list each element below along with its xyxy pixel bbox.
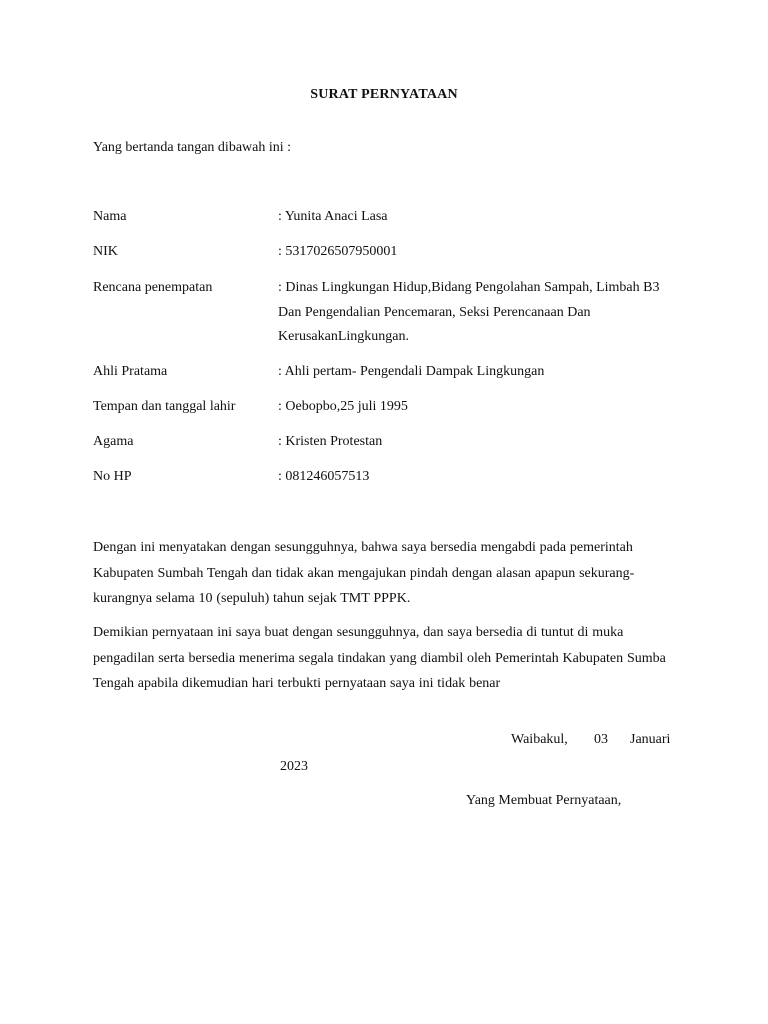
field-label-rencana-penempatan: Rencana penempatan [93, 280, 213, 295]
signer-label: Yang Membuat Pernyataan, [466, 793, 622, 808]
statement-paragraph-1: Dengan ini menyatakan dengan sesungguhnya, bahwa saya bersedia mengabdi pada pemerintah Kabupaten Sumbah Tengah dan tidak akan mengajukan pindah dengan alasan apapun sekurang-kurangnya selama 10 (sepuluh) tahun sejak TMT PPPK. [93, 540, 635, 606]
field-value-no-hp: : 081246057513 [278, 469, 370, 484]
field-label-agama: Agama [93, 434, 134, 449]
closing-month: Januari [630, 732, 671, 747]
field-label-nama: Nama [93, 209, 127, 224]
closing-place: Waibakul, [511, 732, 568, 747]
statement-paragraph-2: Demikian pernyataan ini saya buat dengan sesungguhnya, dan saya bersedia di tuntut di muka pengadilan serta bersedia menerima segala tindakan yang diambil oleh Pemerintah Kabupaten Sumba Tengah apabila dikemudian hari terbukti pernyataan saya ini tidak benar [93, 625, 666, 691]
document-title: SURAT PERNYATAAN [310, 87, 458, 102]
field-label-no-hp: No HP [93, 469, 132, 484]
field-value-agama: : Kristen Protestan [278, 434, 383, 449]
field-value-nik: : 5317026507950001 [278, 244, 398, 259]
field-label-ahli-pratama: Ahli Pratama [93, 364, 168, 379]
field-value-rencana-penempatan: : Dinas Lingkungan Hidup,Bidang Pengolahan Sampah, Limbah B3 Dan Pengendalian Pencemaran, Seksi Perencanaan Dan KerusakanLingkungan. [278, 280, 660, 344]
field-value-nama: : Yunita Anaci Lasa [278, 209, 388, 224]
field-label-nik: NIK [93, 244, 118, 259]
closing-day: 03 [594, 732, 608, 747]
closing-year: 2023 [280, 759, 308, 774]
field-value-ahli-pratama: : Ahli pertam- Pengendali Dampak Lingkungan [278, 364, 545, 379]
field-value-tempat-tanggal-lahir: : Oebopbo,25 juli 1995 [278, 399, 408, 414]
field-label-tempat-tanggal-lahir: Tempan dan tanggal lahir [93, 399, 236, 414]
intro-text: Yang bertanda tangan dibawah ini : [93, 140, 292, 155]
